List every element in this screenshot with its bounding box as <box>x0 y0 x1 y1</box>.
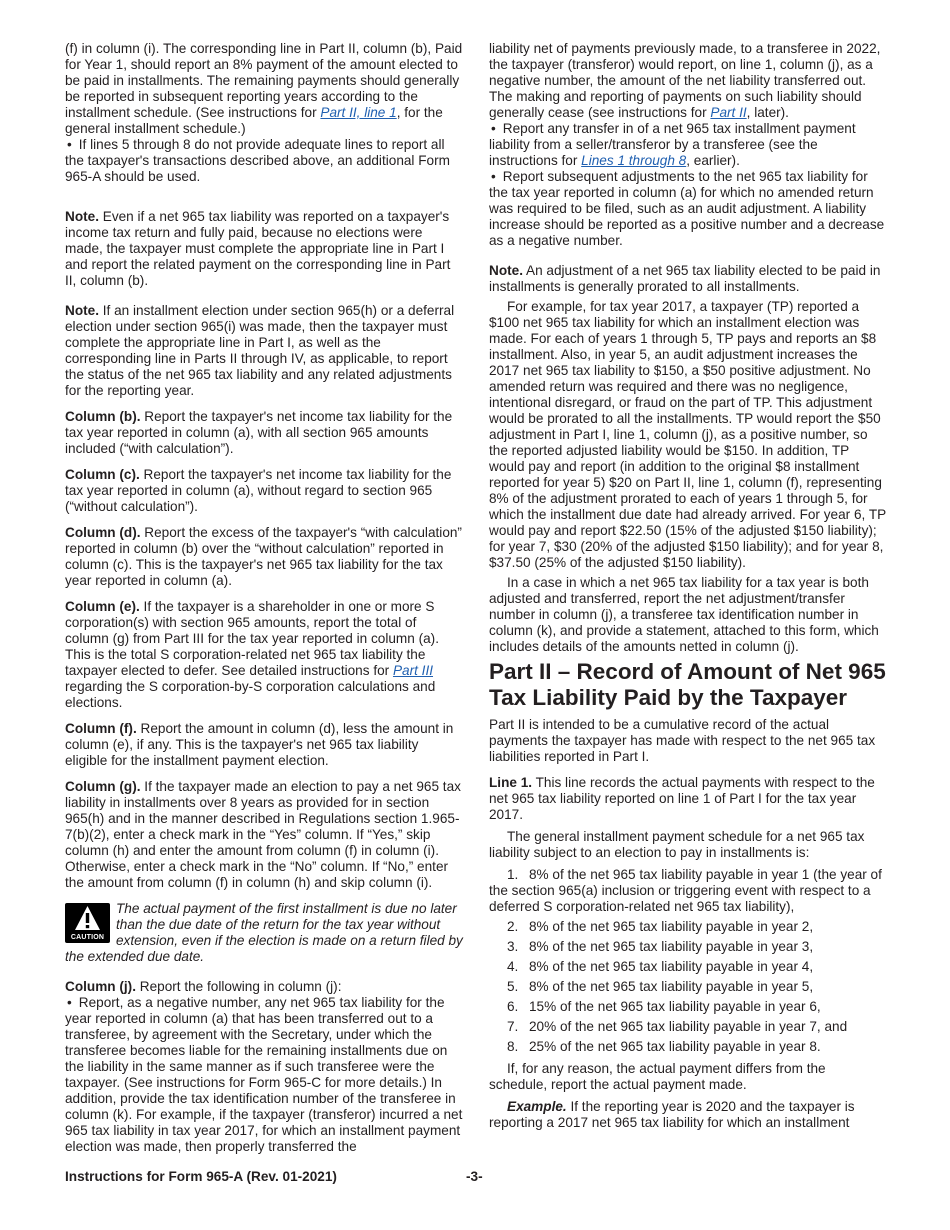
link-part-ii[interactable]: Part II <box>710 105 747 120</box>
schedule-intro: The general installment payment schedule for a net 965 tax liability subject to an election to pay in installments is: <box>489 829 865 860</box>
caution-box <box>65 901 463 965</box>
note-installment-election: Note. If an installment election under section 965(h) or a deferral election under section 965(i) was made, then the taxpayer must complete the appropriate line in Part I, as well as the corresponding line in Parts II through IV, as applicable, to report the status of the net 965 tax liability and any related adjustments for the reporting year. <box>65 303 455 398</box>
paragraph-adjustment-example: For example, for tax year 2017, a taxpayer (TP) reported a $100 net 965 tax liability for which an installment election was made. For each of years 1 through 5, TP pays and reports an $8 installment. Also, in year 5, an audit adjustment increases the 2017 net 965 tax liability to $150, a $50 positive adjustment. No amended return was required and there was no negligence, intentional disregard, or fraud on the part of TP. This adjustment would be prorated to all the installments. TP would report the $50 adjustment in Part I, line 1, column (j), as a positive number, so the reported adjusted liability would be $150. In addition, TP would pay and report (in addition to the original $8 installment reported for year 5) $20 on Part II, line 1, column (f), representing 8% of the adjustment prorated to each of years 1 through 5, for which the installment due date had already arrived. For year 6, TP would pay and report $22.50 (15% of the adjusted $150 liability); for year 7, $30 (20% of the adjusted $150 liability); and for year 8, $37.50 (25% of the adjusted $150 liability). <box>489 299 886 570</box>
paragraph-actual-payment-differs: If, for any reason, the actual payment differs from the schedule, report the actual payment made. <box>489 1061 826 1092</box>
page-footer <box>65 1169 895 1185</box>
schedule-item: 7. 20% of the net 965 tax liability payable in year 7, and <box>507 1019 848 1034</box>
column-j-instructions: Column (j). Report the following in column (j): <box>65 979 342 994</box>
page-number: -3- <box>466 1169 483 1184</box>
bullet-transfer-in: • Report any transfer in of a net 965 tax installment payment liability from a seller/transferor by a transferee (see the instructions for Lines 1 through 8, earlier). <box>489 121 887 169</box>
column-d-instructions: Column (d). Report the excess of the taxpayer's “with calculation” reported in column (b) over the “without calculation” reported in column (c). This is the taxpayer's net 965 tax liability for the tax year reported in column (a). <box>65 525 462 588</box>
schedule-item: 6. 15% of the net 965 tax liability payable in year 6, <box>507 999 821 1014</box>
part-ii-heading: Part II – Record of Amount of Net 965 Tax Liability Paid by the Taxpayer <box>489 659 886 710</box>
schedule-item: 1. 8% of the net 965 tax liability payable in year 1 (the year of the section 965(a) inclusion or triggering event with respect to a deferred S corporation-related net 965 tax liability), <box>489 867 882 914</box>
paragraph-adjusted-and-transferred: In a case in which a net 965 tax liability for a tax year is both adjusted and transferred, report the net adjustment/transfer number in column (j), a transferee tax identification number in column (k), and provide a statement, attached to this form, which includes details of the amounts netted in column (j). <box>489 575 879 654</box>
left-column <box>65 41 463 1165</box>
column-g-instructions: Column (g). If the taxpayer made an election to pay a net 965 tax liability in installments over 8 years as provided for in section 965(h) and in the manner described in Regulations section 1.965-7(b)(2), enter a check mark in the “Yes” column. If “Yes,” skip column (h) and enter the amount from column (f) in column (i). Otherwise, enter a check mark in the “No” column. If “No,” enter the amount from column (f) in column (h) and skip column (i). <box>65 779 461 890</box>
link-part-iii[interactable]: Part III <box>392 663 434 678</box>
paragraph-installment-schedule: (f) in column (i). The corresponding line in Part II, column (b), Paid for Year 1, should report an 8% payment of the amount elected to be paid in installments. The remaining payments should generally be reported in subsequent reporting years according to the installment schedule. (See instructions for Part II, line 1, for the general installment schedule.) <box>65 41 463 136</box>
column-f-instructions: Column (f). Report the amount in column (d), less the amount in column (e), if any. This is the taxpayer's net 965 tax liability eligible for the installment payment election. <box>65 721 454 768</box>
column-c-instructions: Column (c). Report the taxpayer's net income tax liability for the tax year reported in column (a), without regard to section 965 (“without calculation”). <box>65 467 452 514</box>
link-part-ii-line-1[interactable]: Part II, line 1 <box>320 105 397 120</box>
part-ii-intro: Part II is intended to be a cumulative record of the actual payments the taxpayer has made with respect to the net 965 tax liabilities reported in Part I. <box>489 717 876 764</box>
note-fully-paid: Note. Even if a net 965 tax liability was reported on a taxpayer's income tax return and fully paid, because no elections were made, the taxpayer must complete the appropriate line in Part I and report the related payment on the corresponding line in Part II, column (b). <box>65 209 451 288</box>
link-lines-1-through-8[interactable]: Lines 1 through 8 <box>581 153 687 168</box>
bullet-additional-form: • If lines 5 through 8 do not provide adequate lines to report all the taxpayer's transactions described above, an additional Form 965-A should be used. <box>65 137 463 185</box>
note-adjustment-prorated: Note. An adjustment of a net 965 tax liability elected to be paid in installments is generally prorated to all installments. <box>489 263 881 294</box>
paragraph-example-2020: Example. If the reporting year is 2020 and the taxpayer is reporting a 2017 net 965 tax liability for which an installment <box>489 1099 855 1130</box>
schedule-item: 8. 25% of the net 965 tax liability payable in year 8. <box>507 1039 821 1054</box>
schedule-item: 3. 8% of the net 965 tax liability payable in year 3, <box>507 939 814 954</box>
footer-title: Instructions for Form 965-A (Rev. 01-2021) <box>65 1169 337 1184</box>
schedule-item: 5. 8% of the net 965 tax liability payable in year 5, <box>507 979 814 994</box>
caution-icon: CAUTION <box>65 903 110 943</box>
bullet-transfer-out: • Report, as a negative number, any net 965 tax liability for the year reported in column (a) that has been transferred out to a transferee, by agreement with the Secretary, under which the transferee becomes liable for the remaining installments due on the liability in the same manner as if such transferee were the taxpayer. (See instructions for Form 965-C for more details.) In addition, provide the tax identification number of the transferee in column (k). For example, if the taxpayer (transferor) incurred a net 965 tax liability in tax year 2017, for which an installment payment election was made, then properly transferred the <box>65 995 463 1155</box>
line-1-instructions: Line 1. This line records the actual payments with respect to the net 965 tax liability reported on line 1 of Part I for the tax year 2017. <box>489 775 875 822</box>
caution-text: The actual payment of the first installment is due no later than the due date of the return for the tax year without extension, even if the election is made on a return filed by the extended due date. <box>65 901 463 964</box>
installment-schedule-list <box>489 867 887 1055</box>
column-b-instructions: Column (b). Report the taxpayer's net income tax liability for the tax year reported in column (a), with all section 965 amounts included (“with calculation”). <box>65 409 453 456</box>
schedule-item: 4. 8% of the net 965 tax liability payable in year 4, <box>507 959 814 974</box>
schedule-item: 2. 8% of the net 965 tax liability payable in year 2, <box>507 919 814 934</box>
paragraph-transfer-continued: liability net of payments previously made, to a transferee in 2022, the taxpayer (transferor) would report, on line 1, column (j), as a negative number, the amount of the net liability transferred out. The making and reporting of payments on such liability should generally cease (see instructions for Part II, later). <box>489 41 881 120</box>
column-e-instructions: Column (e). If the taxpayer is a shareholder in one or more S corporation(s) with section 965 amounts, report the total of column (g) from Part III for the tax year reported in column (a). This is the total S corporation-related net 965 tax liability the taxpayer elected to defer. See detailed instructions for Part III regarding the S corporation-by-S corporation calculations and elections. <box>65 599 439 710</box>
bullet-subsequent-adjustments: • Report subsequent adjustments to the net 965 tax liability for the tax year reported in column (a) for which no amended return was required to be filed, such as an audit adjustment. A liability increase should be reported as a positive number and a decrease as a negative number. <box>489 169 887 249</box>
warning-triangle-icon <box>74 905 101 932</box>
right-column <box>489 41 887 1141</box>
